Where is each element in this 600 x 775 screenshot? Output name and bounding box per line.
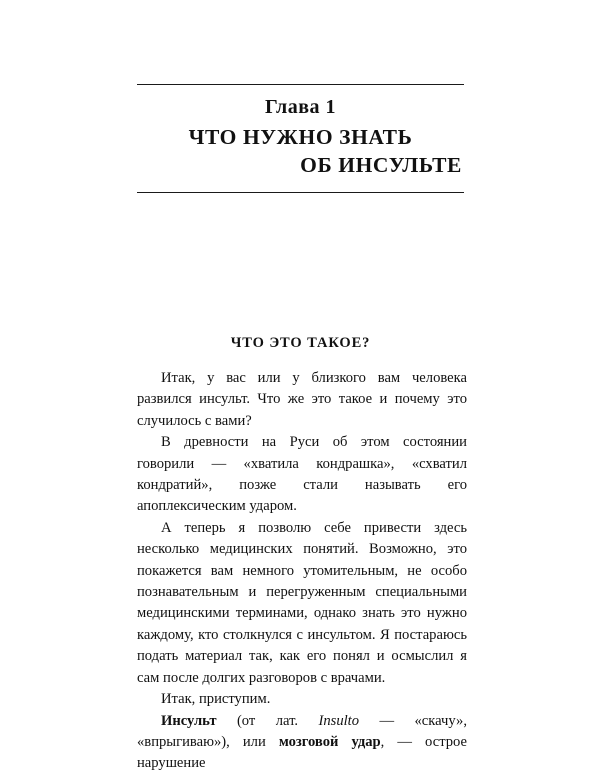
paragraph-5 bbox=[137, 711, 467, 775]
final-part-1: (от лат. bbox=[216, 712, 319, 729]
body-text bbox=[137, 368, 467, 775]
paragraph-2: В древности на Руси об этом состоянии говорили — «хватила кондрашка», «схватил кондратий», позже стали называть его апоплексическим ударом. bbox=[137, 434, 467, 515]
final-part-3: , — острое нарушение bbox=[137, 733, 467, 772]
paragraph-4: Итак, приступим. bbox=[161, 691, 271, 708]
heading-rule-bottom bbox=[137, 192, 464, 193]
term-insult: Инсульт bbox=[161, 712, 217, 729]
chapter-heading-block bbox=[137, 84, 464, 193]
heading-rule-top bbox=[137, 84, 464, 85]
final-part-2: — «скачу», «впрыгиваю»), или bbox=[137, 712, 467, 750]
chapter-title bbox=[137, 124, 464, 180]
latin-term: Insulto bbox=[318, 712, 360, 729]
chapter-title-line-2: ОБ ИНСУЛЬТЕ bbox=[300, 152, 462, 177]
chapter-title-line-1: ЧТО НУЖНО ЗНАТЬ bbox=[188, 125, 413, 149]
term-mozgovoy-udar: мозговой удар bbox=[278, 733, 381, 750]
paragraph-1: Итак, у вас или у близкого вам человека развился инсульт. Что же это такое и почему это случилось с вами? bbox=[137, 370, 467, 429]
paragraph-3: А теперь я позволю себе привести здесь несколько медицинских понятий. Возможно, это покажется вам немного утомительным, не особо познавательным и перегруженным специальными медицинскими терминами, однако знать это нужно каждому, кто столкнулся с инсультом. Я постараюсь подать материал так, как его понял и осмыслил я сам после долгих разговоров с врачами. bbox=[137, 519, 467, 686]
section-heading: ЧТО ЭТО ТАКОЕ? bbox=[230, 335, 371, 351]
chapter-number: Глава 1 bbox=[265, 96, 336, 118]
